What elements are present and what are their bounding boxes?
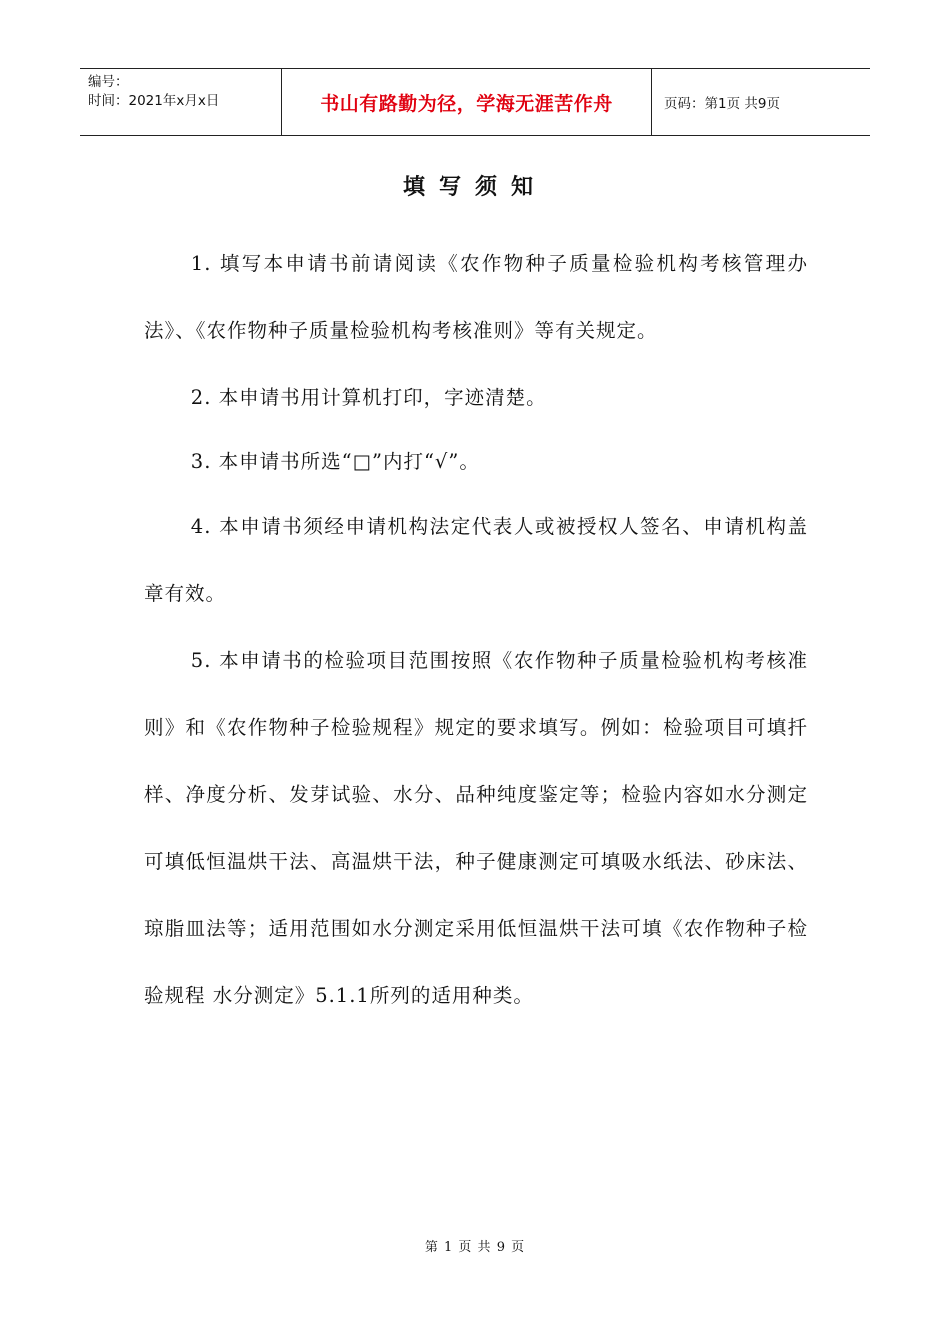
instructions-body [144,230,808,1029]
header-page-number: 页码：第1页 共9页 [664,96,780,112]
page-title: 填写须知 [402,175,547,200]
document-header [80,68,870,136]
instruction-item-4: 4. 本申请书须经申请机构法定代表人或被授权人签名、申请机构盖章有效。 [144,515,808,605]
document-time-label: 时间：2021年x月x日 [88,93,220,109]
header-motto: 书山有路勤为径，学海无涯苦作舟 [281,69,652,135]
instruction-item-5: 5. 本申请书的检验项目范围按照《农作物种子质量检验机构考核准则》和《农作物种子检验规程》规定的要求填写。例如：检验项目可填扦样、净度分析、发芽试验、水分、品种纯度鉴定等；检验内容如水分测定可填低恒温烘干法、高温烘干法，种子健康测定可填吸水纸法、砂床法、琼脂皿法等；适用范围如水分测定采用低恒温烘干法可填《农作物种子检验规程 水分测定》5.1.1所列的适用种类。 [144,649,808,1007]
instruction-item-3: 3. 本申请书所选“□”内打“√”。 [190,450,480,473]
instruction-item-2: 2. 本申请书用计算机打印，字迹清楚。 [190,386,547,409]
document-code-label: 编号： [88,74,129,90]
page-footer: 第 1 页 共 9 页 [424,1240,526,1255]
header-meta [80,69,281,135]
instruction-item-1: 1. 填写本申请书前请阅读《农作物种子质量检验机构考核管理办法》、《农作物种子质量检验机构考核准则》等有关规定。 [144,252,808,342]
